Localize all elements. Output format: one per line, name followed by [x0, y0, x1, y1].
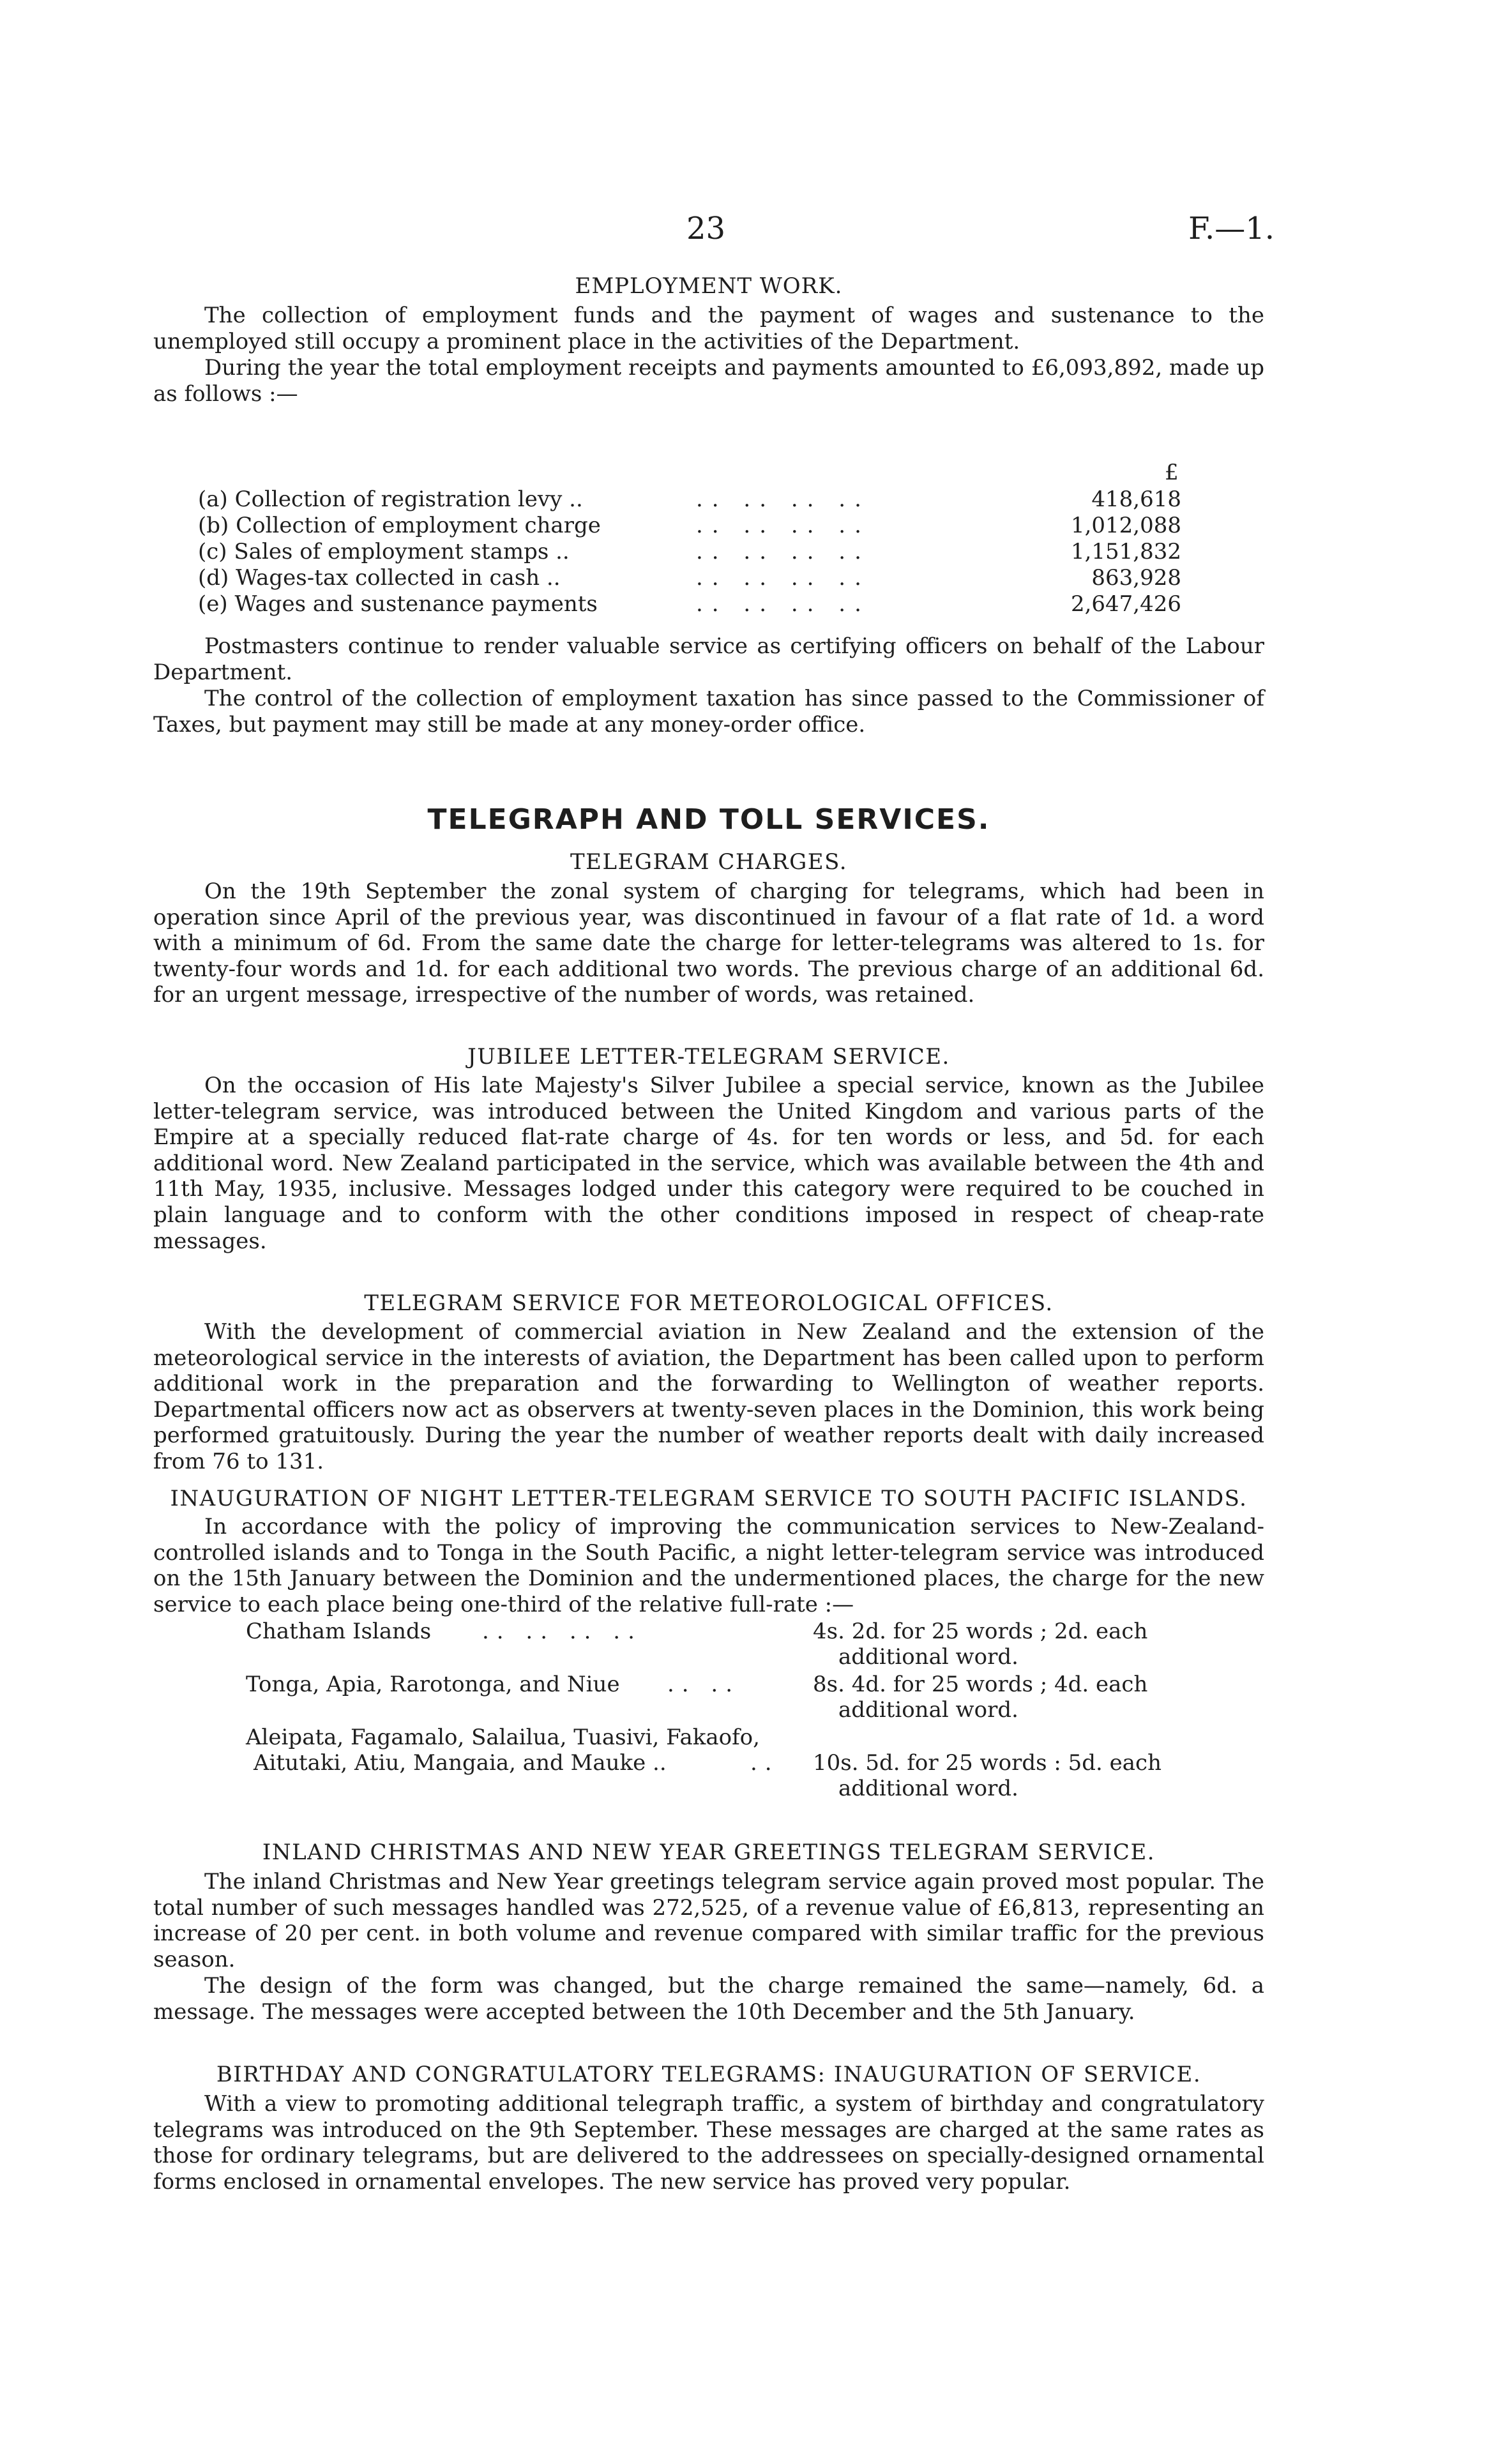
jubilee-heading: JUBILEE LETTER-TELEGRAM SERVICE.	[467, 1044, 950, 1069]
christmas-paragraph-1: The inland Christmas and New Year greetings telegram service again proved most popular. The total number of such messages handled was 272,525, of a revenue value of £6,813, representing an increase of 20 per cent. in both volume and revenue compared with similar traffic for the previous season.	[153, 1869, 1264, 1972]
receipts-row-a: (a) Collection of registration levy .. .. .. .. .. 418,618	[198, 487, 1181, 512]
page-number: 23	[686, 211, 726, 246]
night-letter-paragraph: In accordance with the policy of improving the communication services to New-Zealand-controlled islands and to Tonga in the South Pacific, a night letter-telegram service was introduced on the 15th January between the Dominion and the undermentioned places, the charge for the new service to each place being one-third of the relative full-rate :—	[153, 1514, 1264, 1617]
night-letter-heading: INAUGURATION OF NIGHT LETTER-TELEGRAM SERVICE TO SOUTH PACIFIC ISLANDS.	[170, 1486, 1248, 1511]
jubilee-paragraph: On the occasion of His late Majesty's Silver Jubilee a special service, known as the Jubilee letter-telegram service, was introduced between the United Kingdom and various parts of the Empire at a specially reduced flat-rate charge of 4s. for ten words or less, and 5d. for each additional word. New Zealand participated in the service, which was available between the 4th and 11th May, 1935, inclusive. Messages lodged under this category were required to be couched in plain language and to conform with the other conditions imposed in respect of cheap-rate messages.	[153, 1073, 1264, 1254]
telegraph-main-heading: TELEGRAPH AND TOLL SERVICES.	[427, 803, 990, 836]
employment-paragraph-4: The control of the collection of employment taxation has since passed to the Commissioner of Taxes, but payment may still be made at any money-order office.	[153, 686, 1264, 737]
pound-unit-label: £	[1165, 460, 1179, 485]
christmas-greetings-heading: INLAND CHRISTMAS AND NEW YEAR GREETINGS TELEGRAM SERVICE.	[262, 1840, 1156, 1865]
rate-row-tonga: Tonga, Apia, Rarotonga, and Niue .. .. 8s. 4d. for 25 words ; 4d. each additional word.	[246, 1672, 1148, 1723]
birthday-paragraph: With a view to promoting additional telegraph traffic, a system of birthday and congratulatory telegrams was introduced on the 9th September. These messages are charged at the same rates as those for ordinary telegrams, but are delivered to the addressees on specially-designed ornamental forms enclosed in ornamental envelopes. The new service has proved very popular.	[153, 2091, 1264, 2195]
employment-paragraph-1: The collection of employment funds and the payment of wages and sustenance to the unemployed still occupy a prominent place in the activities of the Department.	[153, 303, 1264, 354]
receipts-row-e: (e) Wages and sustenance payments .. .. .. .. 2,647,426	[198, 591, 1181, 617]
rate-row-chatham: Chatham Islands .. .. .. .. 4s. 2d. for 25 words ; 2d. each additional word.	[246, 1619, 1148, 1670]
meteorological-paragraph: With the development of commercial aviation in New Zealand and the extension of the meteorological service in the interests of aviation, the Department has been called upon to perform additional work in the preparation and the forwarding to Wellington of weather reports. Departmental officers now act as observers at twenty-seven places in the Dominion, this work being performed gratuitously. During the year the number of weather reports dealt with daily increased from 76 to 131.	[153, 1319, 1264, 1474]
employment-heading: EMPLOYMENT WORK.	[575, 273, 843, 299]
birthday-telegrams-heading: BIRTHDAY AND CONGRATULATORY TELEGRAMS: INAUGURATION OF SERVICE.	[216, 2062, 1202, 2087]
receipts-row-c: (c) Sales of employment stamps .. .. .. .. .. 1,151,832	[198, 539, 1181, 564]
christmas-paragraph-2: The design of the form was changed, but the charge remained the same—namely, 6d. a message. The messages were accepted between the 10th December and the 5th January.	[153, 1973, 1264, 2025]
telegram-charges-paragraph: On the 19th September the zonal system of charging for telegrams, which had been in operation since April of the previous year, was discontinued in favour of a flat rate of 1d. a word with a minimum of 6d. From the same date the charge for letter-telegrams was altered to 1s. for twenty-four words and 1d. for each additional two words. The previous charge of an additional 6d. for an urgent message, irrespective of the number of words, was retained.	[153, 879, 1264, 1008]
receipts-row-d: (d) Wages-tax collected in cash .. .. .. .. .. 863,928	[198, 565, 1181, 591]
meteorological-heading: TELEGRAM SERVICE FOR METEOROLOGICAL OFFICES.	[364, 1290, 1054, 1316]
receipts-row-b: (b) Collection of employment charge .. .. .. .. 1,012,088	[198, 513, 1181, 538]
employment-paragraph-3: Postmasters continue to render valuable service as certifying officers on behalf of the Labour Department.	[153, 633, 1264, 685]
rate-row-islands: Aleipata, Fagamalo, Salailua, Tuasivi, Fakaofo, Aitutaki, Atiu, Mangaia, and Mauke .. .. 10s. 5d. for 25 words : 5d. each additional word.	[246, 1725, 1161, 1801]
document-reference: F.—1.	[1188, 211, 1275, 246]
employment-paragraph-2: During the year the total employment receipts and payments amounted to £6,093,892, made up as follows :—	[153, 355, 1264, 407]
telegram-charges-heading: TELEGRAM CHARGES.	[570, 849, 847, 875]
